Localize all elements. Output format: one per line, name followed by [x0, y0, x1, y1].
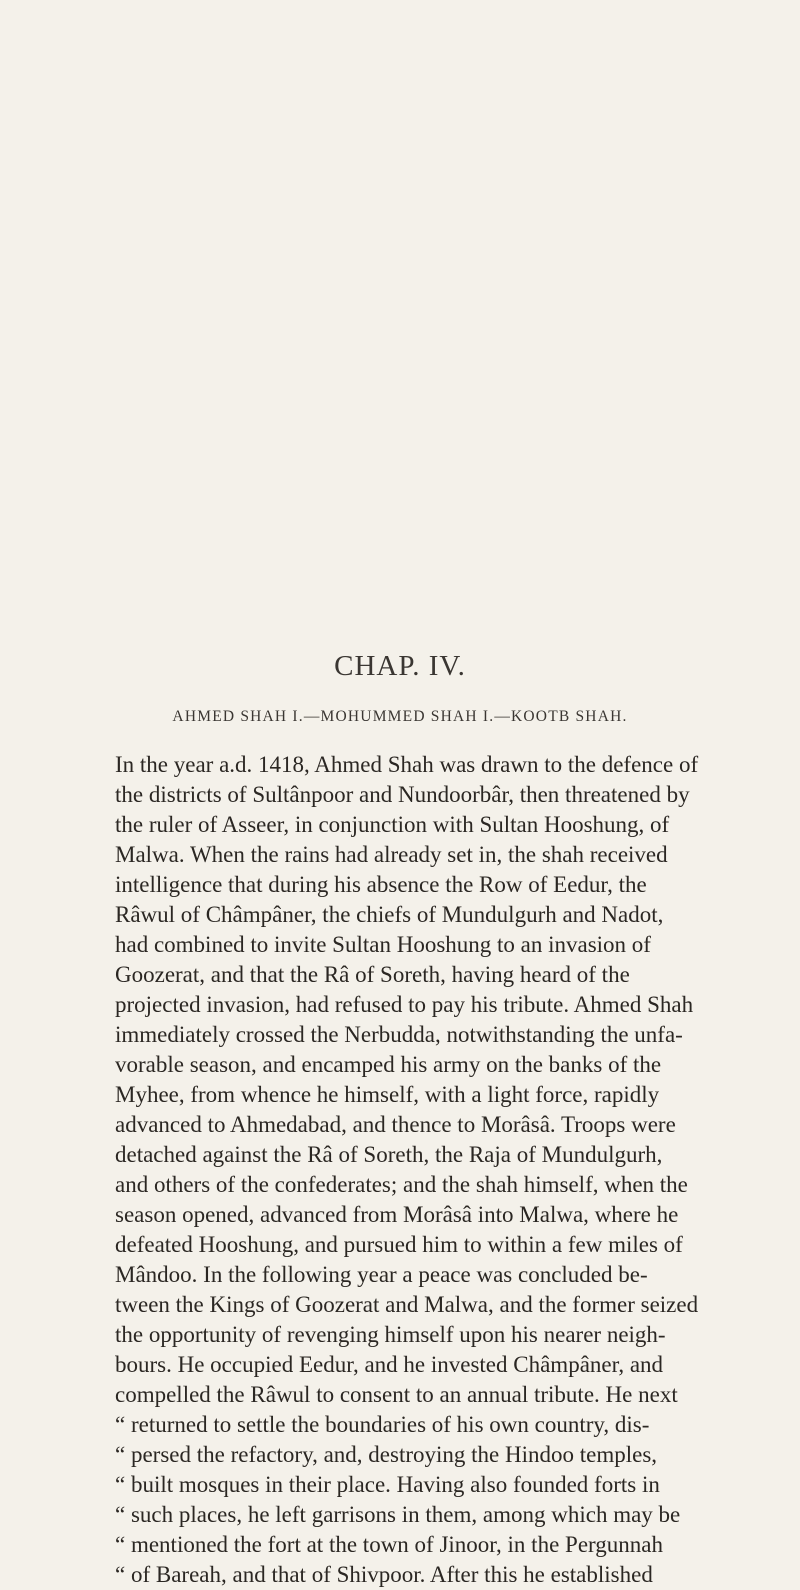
text-line: the districts of Sultânpoor and Nundoorbâr, then threatened by	[115, 782, 690, 807]
text-line: season opened, advanced from Morâsâ into Malwa, where he	[115, 1202, 679, 1227]
text-line: In the year a.d. 1418, Ahmed Shah was drawn to the defence of	[115, 752, 699, 777]
text-line: and others of the confederates; and the shah himself, when the	[115, 1172, 688, 1197]
text-line: defeated Hooshung, and pursued him to within a few miles of	[115, 1232, 683, 1257]
text-line: the opportunity of revenging himself upon his nearer neigh-	[115, 1322, 666, 1347]
text-line: immediately crossed the Nerbudda, notwithstanding the unfa-	[115, 1022, 683, 1047]
text-line: “ such places, he left garrisons in them, among which may be	[115, 1502, 681, 1527]
text-line: had combined to invite Sultan Hooshung to an invasion of	[115, 932, 651, 957]
text-line: “ returned to settle the boundaries of his own country, dis-	[115, 1412, 650, 1437]
text-line: “ persed the refactory, and, destroying the Hindoo temples,	[115, 1442, 658, 1467]
text-line: detached against the Râ of Soreth, the Raja of Mundulgurh,	[115, 1142, 663, 1167]
text-line: vorable season, and encamped his army on the banks of the	[115, 1052, 662, 1077]
text-line: “ of Bareah, and that of Shivpoor. After this he established	[115, 1562, 653, 1587]
text-line: bours. He occupied Eedur, and he invested Châmpâner, and	[115, 1352, 664, 1377]
text-line: projected invasion, had refused to pay his tribute. Ahmed Shah	[115, 992, 694, 1017]
text-line: compelled the Râwul to consent to an annual tribute. He next	[115, 1382, 678, 1407]
text-line: intelligence that during his absence the Row of Eedur, the	[115, 872, 647, 897]
text-line: tween the Kings of Goozerat and Malwa, and the former seized	[115, 1292, 699, 1317]
text-line: Râwul of Châmpâner, the chiefs of Mundulgurh and Nadot,	[115, 902, 664, 927]
text-line: Mândoo. In the following year a peace was concluded be-	[115, 1262, 648, 1287]
text-line: “ mentioned the fort at the town of Jinoor, in the Pergunnah	[115, 1532, 663, 1557]
text-line: “ built mosques in their place. Having also founded forts in	[115, 1472, 660, 1497]
text-line: Myhee, from whence he himself, with a light force, rapidly	[115, 1082, 660, 1107]
body-paragraph	[115, 750, 795, 1590]
chapter-title: CHAP. IV.	[334, 650, 466, 682]
chapter-subtitle: AHMED SHAH I.—MOHUMMED SHAH I.—KOOTB SHAH.	[172, 708, 628, 725]
text-line: the ruler of Asseer, in conjunction with Sultan Hooshung, of	[115, 812, 670, 837]
text-line: Malwa. When the rains had already set in, the shah received	[115, 842, 668, 867]
text-line: Goozerat, and that the Râ of Soreth, having heard of the	[115, 962, 630, 987]
text-line: advanced to Ahmedabad, and thence to Morâsâ. Troops were	[115, 1112, 676, 1137]
